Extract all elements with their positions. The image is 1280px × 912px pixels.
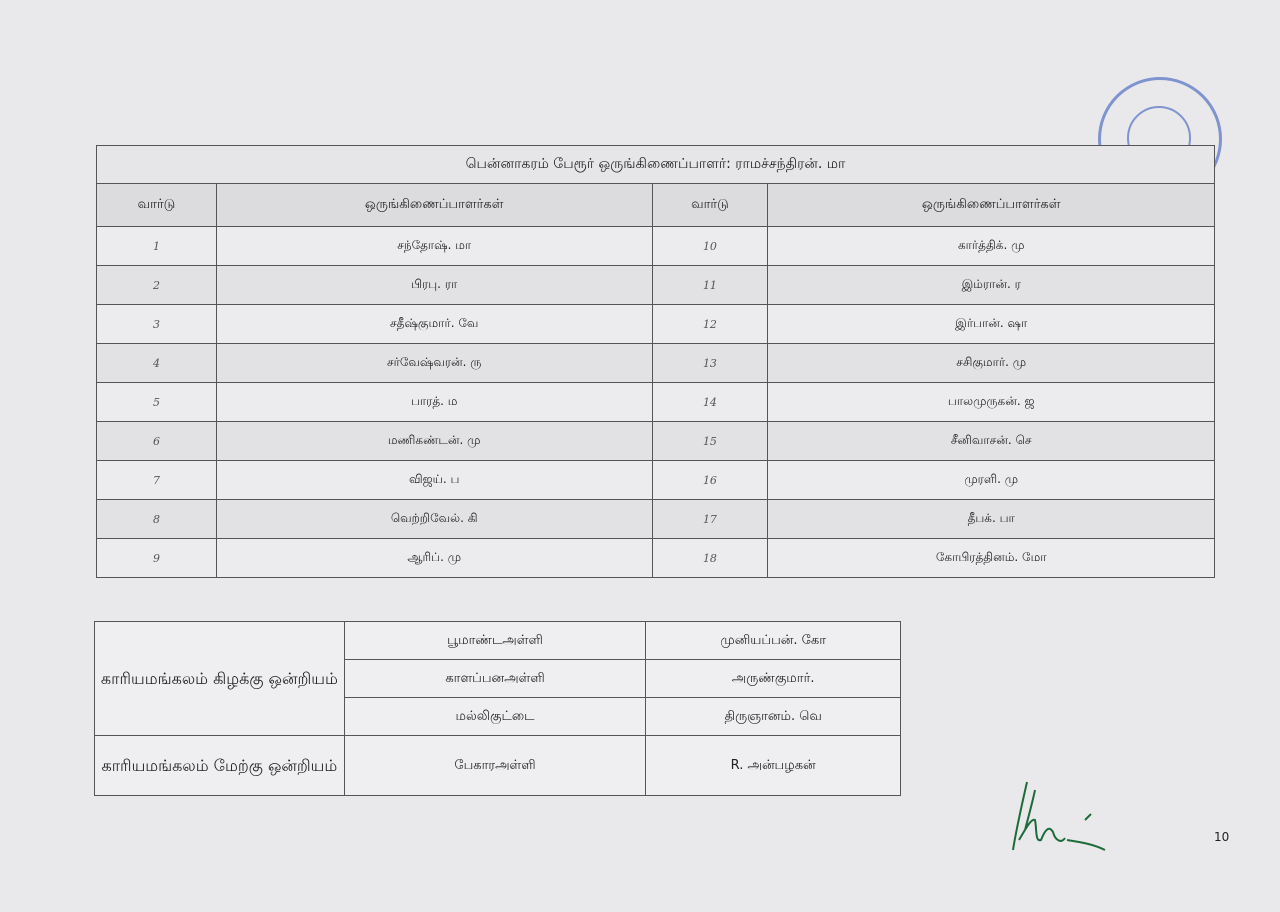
column-header-ward: வார்டு (97, 184, 217, 227)
ward-number: 14 (652, 383, 768, 422)
ward-number: 4 (97, 344, 217, 383)
ward-number: 15 (652, 422, 768, 461)
table-row (97, 461, 1215, 500)
village-name: மல்லிகுட்டை (344, 698, 646, 736)
coordinator-name: சசிகுமார். மு (768, 344, 1215, 383)
coordinator-name: ஆரிப். மு (216, 539, 652, 578)
column-header-coordinators: ஒருங்கிணைப்பாளர்கள் (768, 184, 1215, 227)
coordinator-name: அருண்குமார். (646, 660, 901, 698)
ward-number: 11 (652, 266, 768, 305)
ward-number: 16 (652, 461, 768, 500)
coordinator-name: கார்த்திக். மு (768, 227, 1215, 266)
ward-number: 8 (97, 500, 217, 539)
ward-number: 7 (97, 461, 217, 500)
table-row (97, 227, 1215, 266)
coordinators-table (96, 145, 1215, 578)
ward-number: 12 (652, 305, 768, 344)
ward-number: 2 (97, 266, 217, 305)
ward-number: 18 (652, 539, 768, 578)
coordinator-name: சீனிவாசன். செ (768, 422, 1215, 461)
table-row (97, 539, 1215, 578)
coordinator-name: பாலமுருகன். ஜ (768, 383, 1215, 422)
village-name: காளப்பனஅள்ளி (344, 660, 646, 698)
coordinator-name: தீபக். பா (768, 500, 1215, 539)
ward-number: 13 (652, 344, 768, 383)
table-row (97, 266, 1215, 305)
table-row (97, 422, 1215, 461)
signature (1005, 770, 1115, 860)
coordinator-name: வெற்றிவேல். கி (216, 500, 652, 539)
coordinator-name: கோபிரத்தினம். மோ (768, 539, 1215, 578)
ward-number: 3 (97, 305, 217, 344)
coordinator-name: R. அன்பழகன் (646, 736, 901, 796)
coordinator-name: விஜய். ப (216, 461, 652, 500)
coordinator-name: பிரபு. ரா (216, 266, 652, 305)
table-row (97, 305, 1215, 344)
village-name: பூமாண்டஅள்ளி (344, 622, 646, 660)
table-row (97, 500, 1215, 539)
ward-number: 5 (97, 383, 217, 422)
table-row (97, 344, 1215, 383)
coordinator-name: மணிகண்டன். மு (216, 422, 652, 461)
coordinator-name: சந்தோஷ். மா (216, 227, 652, 266)
column-header-coordinators: ஒருங்கிணைப்பாளர்கள் (216, 184, 652, 227)
coordinator-name: முனியப்பன். கோ (646, 622, 901, 660)
ward-number: 6 (97, 422, 217, 461)
table-row (97, 383, 1215, 422)
ward-number: 9 (97, 539, 217, 578)
ward-number: 1 (97, 227, 217, 266)
ward-number: 17 (652, 500, 768, 539)
coordinator-name: முரளி. மு (768, 461, 1215, 500)
coordinator-name: சதீஷ்குமார். வே (216, 305, 652, 344)
village-name: பேகாரஅள்ளி (344, 736, 646, 796)
coordinator-name: இம்ரான். ர (768, 266, 1215, 305)
coordinator-name: திருஞானம். வெ (646, 698, 901, 736)
union-coordinators-table (94, 621, 901, 796)
union-name: காரியமங்கலம் கிழக்கு ஒன்றியம் (95, 622, 345, 736)
ward-number: 10 (652, 227, 768, 266)
coordinator-name: இர்பான். ஷா (768, 305, 1215, 344)
column-header-ward: வார்டு (652, 184, 768, 227)
coordinator-name: சர்வேஷ்வரன். ரு (216, 344, 652, 383)
page-number: 10 (1214, 830, 1230, 844)
union-name: காரியமங்கலம் மேற்கு ஒன்றியம் (95, 736, 345, 796)
coordinator-name: பாரத். ம (216, 383, 652, 422)
table-title: பென்னாகரம் பேரூர் ஒருங்கிணைப்பாளர்: ராமச்சந்திரன். மா (97, 146, 1215, 184)
